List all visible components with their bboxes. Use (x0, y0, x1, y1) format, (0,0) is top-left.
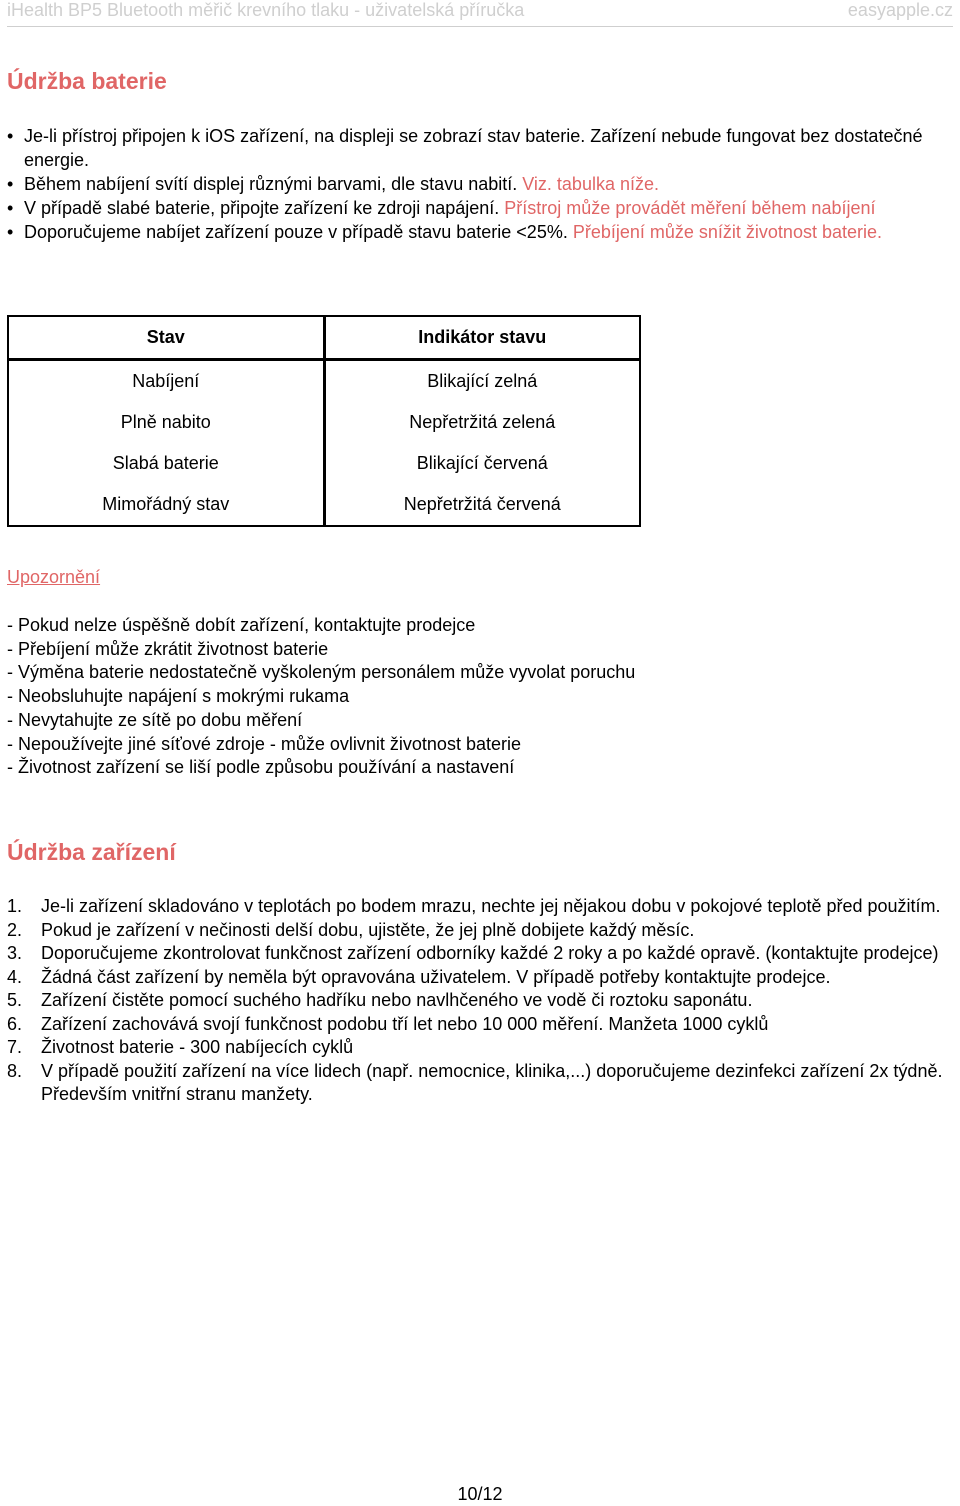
list-item: • Během nabíjení svítí displej různými barvami, dle stavu nabití. Viz. tabulka níže. (7, 174, 659, 194)
list-item: - Nevytahujte ze sítě po dobu měření (7, 709, 303, 730)
table-header-row (8, 316, 640, 360)
table-row (8, 402, 640, 443)
table-cell: Plně nabito (8, 402, 324, 443)
column-header: Indikátor stavu (324, 316, 640, 360)
page-number: 10/12 (457, 1484, 503, 1504)
list-item: 3. Doporučujeme zkontrolovat funkčnost zařízení odborníky každé 2 roky a po každé opravě. (kontaktujte prodejce) (7, 943, 939, 963)
list-item: 7. Životnost baterie - 300 nabíjecích cyklů (7, 1037, 354, 1057)
bullet-icon: • (7, 198, 14, 218)
list-item: - Neobsluhujte napájení s mokrými rukama (7, 686, 350, 707)
list-item: - Nepoužívejte jiné síťové zdroje - může ovlivnit životnost baterie (7, 733, 521, 754)
table-cell: Nepřetržitá zelená (324, 402, 640, 443)
table-row (8, 484, 640, 526)
list-item: 6. Zařízení zachovává svojí funkčnost podobu tří let nebo 10 000 měření. Manžeta 1000 cyklů (7, 1013, 769, 1034)
list-item: • V případě slabé baterie, připojte zařízení ke zdroji napájení. Přístroj může provádět měření během nabíjení (7, 198, 876, 218)
list-item: 1. Je-li zařízení skladováno v teplotách po bodem mrazu, nechte jej nějakou dobu v pokojové teplotě před použitím. (7, 896, 941, 916)
list-item: 8. V případě použití zařízení na více lidech (např. nemocnice, klinika,...) doporučujeme dezinfekci zařízení 2x týdně. Především vnitřní stranu manžety. (7, 1060, 943, 1104)
column-header: Stav (8, 316, 324, 360)
warning-list (7, 614, 635, 780)
site-name: easyapple.cz (847, 0, 953, 20)
list-item: 2. Pokud je zařízení v nečinosti delší dobu, ujistěte, že jej plně dobijete každý měsíc. (7, 919, 695, 940)
table-cell: Slabá baterie (8, 443, 324, 484)
page-header (7, 0, 953, 27)
list-item: - Životnost zařízení se liší podle způsobu používání a nastavení (7, 757, 515, 778)
table-cell: Blikající zelná (324, 360, 640, 403)
table-row (8, 360, 640, 403)
list-item: • Doporučujeme nabíjet zařízení pouze v případě stavu baterie <25%. Přebíjení může snížit životnost baterie. (7, 222, 882, 242)
table-cell: Blikající červená (324, 443, 640, 484)
list-item: 5. Zařízení čistěte pomocí suchého hadříku nebo navlhčeného ve vodě či roztoku saponátu. (7, 990, 753, 1010)
battery-bullet-list (7, 124, 927, 244)
list-item: - Pokud nelze úspěšně dobít zařízení, kontaktujte prodejce (7, 615, 476, 635)
battery-status-table (7, 315, 641, 527)
maintenance-heading: Údržba zařízení (7, 839, 176, 865)
list-item: - Přebíjení může zkrátit životnost baterie (7, 638, 329, 659)
bullet-icon: • (7, 222, 14, 242)
bullet-icon: • (7, 126, 14, 146)
table-cell: Nabíjení (8, 360, 324, 403)
battery-heading: Údržba baterie (7, 68, 167, 94)
table-cell: Mimořádný stav (8, 484, 324, 526)
maintenance-list (7, 895, 952, 1107)
table-row (8, 443, 640, 484)
list-item: • Je-li přístroj připojen k iOS zařízení, na displeji se zobrazí stav baterie. Zařízení nebude fungovat bez dostatečné energie. (7, 126, 923, 170)
list-item: - Výměna baterie nedostatečně vyškoleným personálem může vyvolat poruchu (7, 662, 636, 683)
table-cell: Nepřetržitá červená (324, 484, 640, 526)
warning-heading: Upozornění (7, 567, 101, 587)
document-title: iHealth BP5 Bluetooth měřič krevního tlaku - uživatelská příručka (7, 0, 525, 20)
list-item: 4. Žádná část zařízení by neměla být opravována uživatelem. V případě potřeby kontaktujte prodejce. (7, 966, 831, 987)
bullet-icon: • (7, 174, 14, 194)
